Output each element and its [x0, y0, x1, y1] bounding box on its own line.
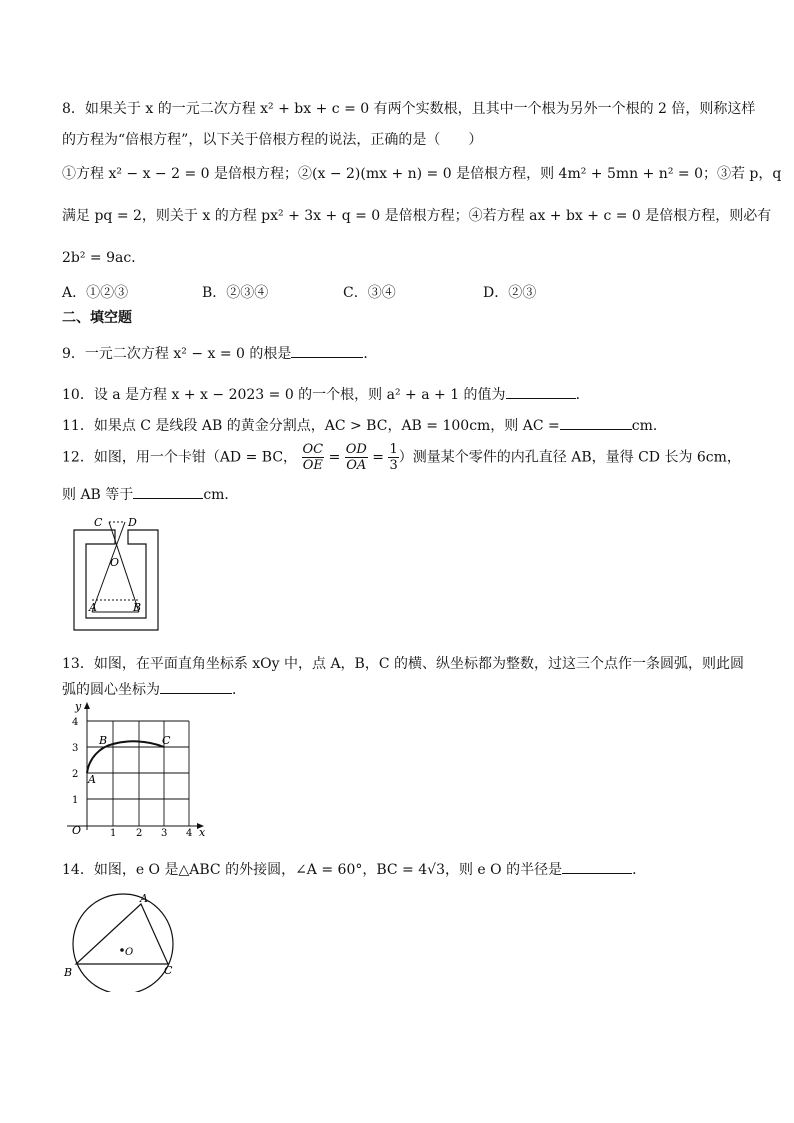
- q13-answer-blank: [160, 678, 232, 694]
- y-tick-1: 1: [72, 795, 79, 806]
- caliper-line-da: [92, 522, 125, 612]
- y-tick-2: 2: [72, 769, 79, 780]
- y-tick-3: 3: [72, 743, 79, 754]
- q12-caliper-figure: [62, 512, 172, 636]
- q10-text: 10．设 a 是方程 x + x − 2023 = 0 的一个根，则 a² + a + 1 的值为: [62, 387, 506, 403]
- q11-answer-blank: [560, 414, 632, 430]
- q8-line4: 满足 pq = 2，则关于 x 的方程 px² + 3x + q = 0 是倍根方程；④若方程 ax + bx + c = 0 是倍根方程，则必有: [62, 208, 772, 224]
- q12-frac2-den: OA: [346, 458, 367, 473]
- q10: [62, 383, 590, 405]
- caliper-label-b: B: [133, 601, 142, 614]
- y-axis-label: y: [75, 700, 82, 713]
- q8-option-b: B．②③④: [202, 285, 269, 301]
- label-o: O: [125, 947, 134, 958]
- q8-line2: 的方程为“倍根方程”，以下关于倍根方程的说法，正确的是（ ）: [62, 132, 483, 148]
- q14-circumcircle-figure: [60, 892, 190, 992]
- triangle-abc: [76, 904, 168, 964]
- caliper-label-o: O: [110, 556, 120, 569]
- caliper-label-a: A: [89, 601, 97, 614]
- q8-line1: 8．如果关于 x 的一元二次方程 x² + bx + c = 0 有两个实数根，且其中一个根为另外一个根的 2 倍，则称这样: [62, 101, 756, 117]
- label-b: B: [64, 966, 73, 979]
- q8-option-a: A．①②③: [62, 285, 129, 301]
- q12-answer-blank: [133, 483, 203, 499]
- q8-option-d: D．②③: [483, 285, 537, 301]
- point-label-c: C: [162, 734, 171, 747]
- q8-option-c: C．③④: [343, 285, 396, 301]
- q12-fraction-od-oa: [345, 442, 368, 473]
- q11-text: 11．如果点 C 是线段 AB 的黄金分割点，AC > BC，AB = 100cm，则 AC =: [62, 418, 560, 434]
- y-tick-4: 4: [72, 717, 79, 728]
- q9-text: 9．一元二次方程 x² − x = 0 的根是: [62, 346, 292, 362]
- caliper-label-d: D: [128, 516, 137, 529]
- x-tick-1: 1: [110, 828, 117, 839]
- center-point-o: [120, 948, 124, 952]
- x-axis-label: x: [199, 826, 206, 839]
- q11-tail: cm．: [631, 418, 667, 434]
- q12-text-after: ）测量某个零件的内孔直径 AB，量得 CD 长为 6cm，: [398, 449, 741, 466]
- q12-eq1: =: [328, 449, 341, 466]
- q12-frac2-num: OD: [345, 442, 367, 457]
- origin-label: O: [72, 824, 82, 837]
- q11: [62, 414, 667, 436]
- q12-line2: [62, 483, 238, 505]
- q13-line2: [62, 678, 246, 700]
- q13-coordinate-figure: [62, 700, 212, 840]
- x-tick-2: 2: [136, 828, 143, 839]
- label-c: C: [164, 964, 173, 977]
- q8-line3: ①方程 x² − x − 2 = 0 是倍根方程；②(x − 2)(mx + n) = 0 是倍根方程，则 4m² + 5mn + n² = 0；③若 p，q: [62, 166, 782, 182]
- q12-frac3-den: 3: [389, 458, 398, 473]
- caliper-label-c: C: [94, 516, 103, 529]
- q13-line1: 13．如图，在平面直角坐标系 xOy 中，点 A，B，C 的横、纵坐标都为整数，过这三个点作一条圆弧，则此圆: [62, 656, 745, 672]
- q13-line2-text: 弧的圆心坐标为: [62, 682, 160, 698]
- q10-tail: ．: [575, 387, 590, 403]
- q9-tail: ．: [363, 346, 378, 362]
- q14-text: 14．如图，e O 是△ABC 的外接圆，∠A = 60°，BC = 4√3，则 e O 的半径是: [62, 862, 563, 878]
- point-label-b: B: [99, 734, 108, 747]
- q13-line2-tail: ．: [232, 682, 246, 698]
- y-axis-arrow: [84, 702, 90, 709]
- q12-frac1-num: OC: [302, 442, 324, 457]
- q12-fraction-oc-oe: [302, 442, 325, 473]
- point-label-a: A: [88, 773, 96, 786]
- q12-eq2: =: [372, 449, 385, 466]
- q10-answer-blank: [506, 383, 576, 399]
- q14: [62, 858, 646, 880]
- q12-line2-tail: cm．: [203, 487, 239, 503]
- q9: [62, 342, 377, 364]
- q12-fraction-one-third: [388, 442, 398, 473]
- q14-tail: ．: [632, 862, 647, 878]
- q12-frac1-den: OE: [302, 458, 323, 473]
- q12-text: 12．如图，用一个卡钳（AD = BC，: [62, 449, 298, 466]
- q12-line1: [62, 442, 741, 473]
- q12-line2-text: 则 AB 等于: [62, 487, 134, 503]
- q14-answer-blank: [562, 858, 632, 874]
- caliper-outer-frame: [74, 530, 158, 630]
- x-tick-4: 4: [186, 828, 193, 839]
- label-a: A: [140, 892, 148, 905]
- section-title: 二、填空题: [62, 310, 132, 326]
- q9-answer-blank: [291, 342, 363, 358]
- q8-line5: 2b² = 9ac．: [62, 250, 146, 266]
- x-tick-3: 3: [161, 828, 168, 839]
- q12-frac3-num: 1: [389, 442, 398, 457]
